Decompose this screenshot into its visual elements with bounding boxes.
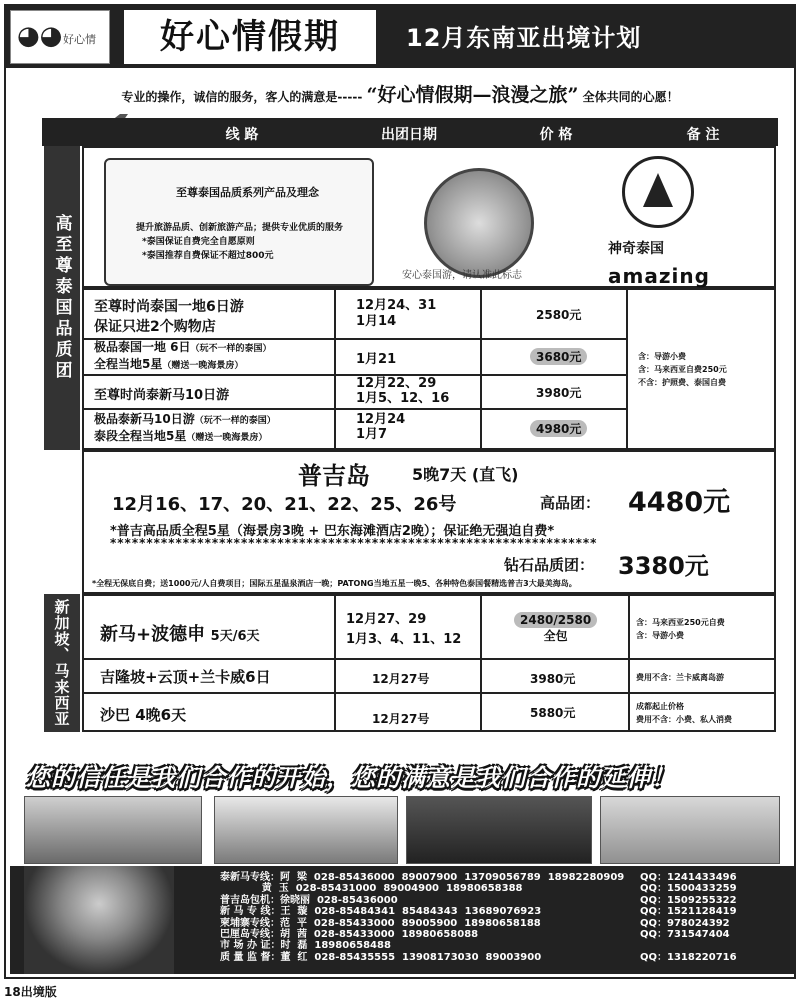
qq-line: QQ：1318220716: [640, 951, 737, 963]
table-row: 新马+波德申 5天/6天: [100, 624, 260, 645]
row-price: 4980元: [530, 420, 587, 437]
col-price: 价 格: [539, 127, 573, 143]
brand-title: 好心情假期: [124, 10, 376, 64]
qq-line: QQ：1509255322: [640, 894, 737, 906]
route-name: 至尊时尚泰国一地6日游: [94, 299, 244, 315]
phuket-title: 普吉岛: [298, 462, 370, 490]
qq-line: QQ：1521128419: [640, 906, 737, 918]
page-number: 18出境版: [4, 985, 57, 999]
model-photo: [24, 866, 174, 974]
quality-seal-icon: [424, 168, 534, 278]
contact-line: 柬埔寨专线：范 平 028-85433000 89005900 18980658188: [220, 917, 541, 929]
beach-photo: [600, 796, 780, 864]
diamond-label: 钻石品质团：: [504, 556, 595, 574]
table-row: 极品泰国一地 6日（玩不一样的泰国） 全程当地5星（赠送一晚海景房）: [94, 340, 272, 371]
scroll-line3: *泰国推荐自费保证不超过800元: [142, 251, 274, 261]
high-price: 4480元: [628, 487, 731, 518]
table-row: 极品泰新马10日游（玩不一样的泰国） 泰段全程当地5星（赠送一晚海景房）: [94, 412, 276, 443]
scroll-panel: [104, 158, 374, 286]
qq-line: [640, 940, 737, 951]
qq-line: QQ：1500433259: [640, 883, 737, 895]
thai-notes: [626, 288, 776, 450]
row-price: 3980元: [530, 672, 576, 686]
note-line: 含：马来西亚自费250元: [638, 365, 727, 374]
row-note: 成都起止价格 费用不含：小费、私人消费: [636, 702, 732, 724]
row-dates: 1月21: [356, 352, 397, 367]
high-label: 高品团：: [540, 494, 601, 512]
row-dates: 12月24、31 1月14: [356, 298, 437, 329]
row-dates: 12月27、29 1月3、4、11、12: [346, 612, 462, 647]
qq-line: QQ：731547404: [640, 929, 730, 941]
tourism-thailand-logo-icon: [622, 156, 694, 228]
route-detail: 保证只进2个购物店: [94, 319, 216, 335]
row-price: 3980元: [536, 386, 582, 400]
motto: 您的信任是我们合作的开始，您的满意是我们合作的延伸！: [26, 764, 676, 792]
contact-line: 普吉岛包机：徐晓丽 028-85436000: [220, 894, 398, 906]
row-price: 2480/2580 全包: [514, 612, 597, 644]
table-row: 至尊时尚泰新马10日游: [94, 388, 230, 403]
stars-divider: *******************************************************************: [110, 536, 598, 550]
col-date: 出团日期: [381, 127, 437, 143]
col-route: 线 路: [225, 127, 259, 143]
scroll-line2: *泰国保证自费完全自愿原则: [142, 237, 255, 247]
row-dates: 12月27号: [372, 712, 430, 726]
qq-line: QQ：1241433496: [640, 872, 737, 883]
note-line: 不含：护照费、泰国自费: [638, 378, 726, 387]
row-dates: 12月22、29 1月5、12、16: [356, 376, 450, 406]
contact-line: 黄 玉 028-85431000 89004900 18980658388: [220, 883, 523, 895]
sm-side-label: 新加坡、马来西亚: [44, 594, 80, 732]
table-row: 沙巴 4晚6天: [100, 706, 187, 724]
slogan-suffix: 全体共同的心愿！: [582, 90, 679, 104]
phuket-dates: 12月16、17、20、21、22、25、26号: [112, 494, 457, 515]
row-price: 5880元: [530, 706, 576, 720]
qq-list: [640, 872, 737, 963]
contact-list: [220, 872, 624, 963]
contact-line: 泰新马专线：阿 梁 028-85436000 89007900 13709056789 18982280909: [220, 872, 625, 883]
amazing-thailand-en: amazing: [608, 264, 710, 288]
dancers-photo: [406, 796, 592, 864]
logo: [10, 10, 110, 64]
page: [4, 4, 796, 979]
thai-rows: [82, 288, 628, 450]
diamond-price: 3380元: [618, 552, 709, 580]
logo-text: 好心情: [63, 33, 96, 46]
scroll-title: 至尊泰国品质系列产品及理念: [176, 186, 319, 199]
phuket-subtitle: 5晚7天 (直飞): [412, 465, 519, 484]
phuket-section: [82, 450, 776, 594]
row-dates: 12月24 1月7: [356, 412, 406, 442]
phuket-footnote: *全程无保底自费；送1000元/人自费项目；国际五星温泉酒店一晚；PATONG当地五星一晚5、各种特色泰国餐精选普吉3大最美海岛。: [92, 579, 577, 588]
row-note: 含：马来西亚250元自费 含：导游小费: [636, 618, 725, 640]
slogan-quote: “好心情假期—浪漫之旅”: [366, 84, 579, 106]
col-note: 备 注: [686, 127, 720, 143]
note-line: 含：导游小费: [638, 352, 686, 361]
sm-rows: [82, 594, 776, 732]
thai-banner: [82, 146, 776, 288]
pagoda-photo: [214, 796, 398, 864]
slogan: [6, 80, 794, 110]
contact-line: 质 量 监 督：董 红 028-85435555 13908173030 89003900: [220, 951, 542, 963]
thai-side-label: 高至尊泰国品质团: [44, 146, 80, 450]
phuket-desc: *普吉高品质全程5星（海景房3晚 + 巴东海滩酒店2晚）；保证绝无强迫自费*: [110, 524, 555, 539]
temple-photo: [24, 796, 202, 864]
contact-line: 市 场 办 证：时 磊 18980658488: [220, 940, 391, 952]
table-row: 吉隆坡+云顶+兰卡威6日: [100, 668, 271, 686]
amazing-thailand-cn: 神奇泰国: [608, 241, 664, 257]
contact-line: 新 马 专 线：王 璇 028-85484341 85484343 13689076923: [220, 906, 542, 918]
contact-footer: [10, 866, 794, 974]
smile-logo-icon: ◕◕: [17, 21, 63, 51]
slogan-prefix: 专业的操作，诚信的服务，客人的满意是-----: [121, 90, 363, 104]
qq-line: QQ：978024392: [640, 917, 730, 929]
row-price: 2580元: [536, 308, 582, 322]
seal-caption: 安心泰国游，请认准此标志: [402, 270, 522, 281]
scroll-line1: 提升旅游品质、创新旅游产品；提供专业优质的服务: [136, 223, 344, 233]
table-row: [94, 296, 244, 336]
row-price: 3680元: [530, 348, 587, 365]
table-header: [42, 118, 778, 146]
page-subtitle: 12月东南亚出境计划: [406, 24, 642, 52]
row-dates: 12月27号: [372, 672, 430, 686]
contact-line: 巴厘岛专线：胡 茜 028-85433000 18980658088: [220, 929, 479, 941]
row-note: 费用不含：兰卡威离岛游: [636, 673, 724, 682]
header: [6, 6, 794, 68]
